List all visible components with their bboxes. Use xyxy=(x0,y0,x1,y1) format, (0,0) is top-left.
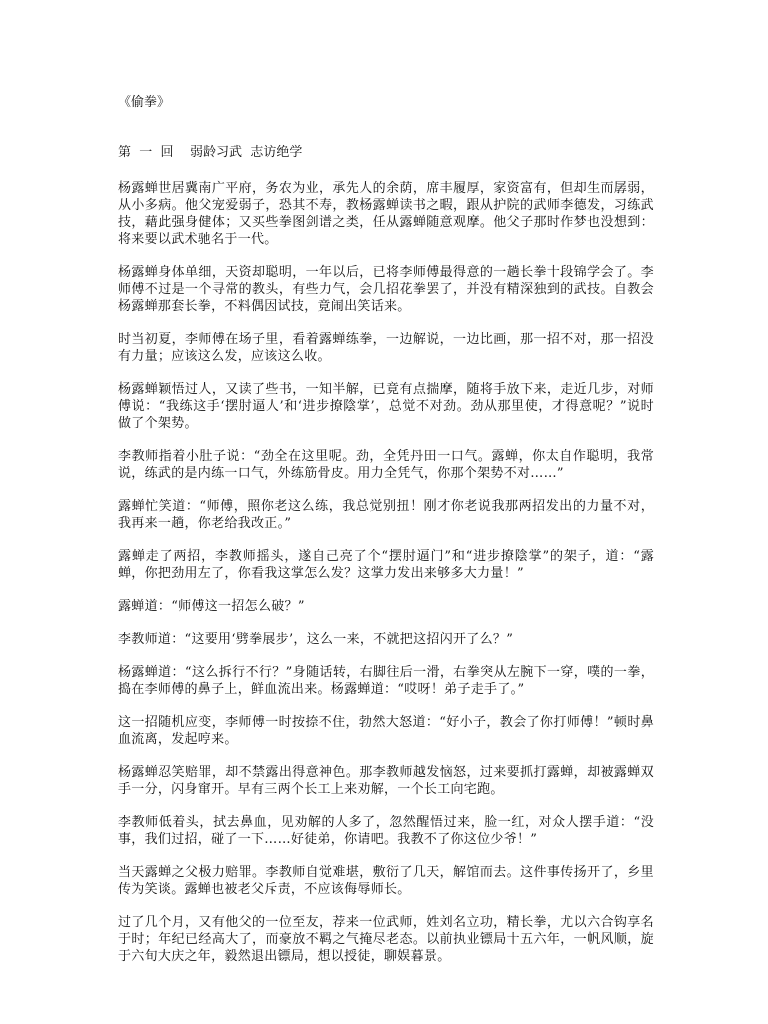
paragraph: 李教师低着头，拭去鼻血，见劝解的人多了，忽然醒悟过来，脸一红，对众人摆手道：“没事，我们过招，碰了一下……好徒弟，你请吧。我教不了你这位少爷！” xyxy=(118,815,654,847)
paragraph: 过了几个月，又有他父的一位至友，荐来一位武师，姓刘名立功，精长拳，尤以六合钩享名于时；年纪已经高大了，而豪放不羁之气掩尽老态。以前执业镖局十五六年，一帆风顺，旋于六旬大庆之年，毅然退出镖局，想以授徒，聊娱暮景。 xyxy=(118,915,654,964)
paragraph: 杨露蝉颖悟过人，又读了些书，一知半解，已竟有点揣摩，随将手放下来，走近几步，对师傅说：“我练这手‘摆肘逼人’和‘进步撩陰掌’，总觉不对劲。劲从那里使，才得意呢？”说时做了个架势。 xyxy=(118,382,654,431)
paragraph: 杨露蝉忍笑赔罪，却不禁露出得意神色。那李教师越发恼怒，过来要抓打露蝉，却被露蝉双手一分，闪身窜开。早有三两个长工上来劝解，一个长工向宅跑。 xyxy=(118,765,654,797)
paragraph: 杨露蝉道：“这么拆行不行？”身随话转，右脚往后一滑，右拳突从左腕下一穿，噗的一拳，捣在李师傅的鼻子上，鲜血流出来。杨露蝉道：“哎呀！弟子走手了。” xyxy=(118,665,654,697)
paragraph: 杨露蝉世居冀南广平府，务农为业，承先人的余荫，席丰履厚，家资富有，但却生而孱弱，从小多病。他父宠爱弱子，恐其不寿，教杨露蝉读书之暇，跟从护院的武师李德发，习练武技，藉此强身健体；又买些拳图剑谱之类，任从露蝉随意观摩。他父子那时作梦也没想到：将来要以武术驰名于一代。 xyxy=(118,181,654,247)
paragraph: 李教师道：“这要用‘劈拳展步’，这么一来，不就把这招闪开了么？” xyxy=(118,632,514,647)
paragraph: 露蝉道：“师傅这一招怎么破？” xyxy=(118,599,305,614)
paragraph: 露蝉走了两招，李教师摇头，遂自己亮了个“摆肘逼门”和“进步撩陰掌”的架子，道：“露蝉，你把劲用左了，你看我这掌怎么发？这掌力发出来够多大力量！” xyxy=(118,549,654,581)
paragraph: 杨露蝉身体单细，天资却聪明，一年以后，已将李师傅最得意的一趟长拳十段锦学会了。李师傅不过是一个寻常的教头，有些力气，会几招花拳罢了，并没有精深独到的武技。自教会杨露蝉那套长拳，不料偶因试技，竟闹出笑话来。 xyxy=(118,265,654,314)
paragraph: 时当初夏，李师傅在场子里，看着露蝉练拳，一边解说，一边比画，那一招不对，那一招没有力量；应该这么发，应该这么收。 xyxy=(118,332,654,364)
book-title: 《偷拳》 xyxy=(118,95,171,110)
document-body xyxy=(118,94,654,981)
paragraph: 李教师指着小肚子说：“劲全在这里呢。劲，全凭丹田一口气。露蝉，你太自作聪明，我常说，练武的是内练一口气，外练筋骨皮。用力全凭气，你那个架势不对……” xyxy=(118,449,654,481)
paragraph: 这一招随机应变，李师傅一时按捺不住，勃然大怒道：“好小子，教会了你打师傅！”顿时鼻血流离，发起哼来。 xyxy=(118,715,654,747)
chapter-title: 第 一 回 弱龄习武 志访绝学 xyxy=(118,145,303,160)
paragraph: 露蝉忙笑道：“师傅，照你老这么练，我总觉别扭！刚才你老说我那两招发出的力量不对，我再来一趟，你老给我改正。” xyxy=(118,499,654,531)
paragraph: 当天露蝉之父极力赔罪。李教师自觉难堪，敷衍了几天，解馆而去。这件事传扬开了，乡里传为笑谈。露蝉也被老父斥责，不应该侮辱师长。 xyxy=(118,865,654,897)
